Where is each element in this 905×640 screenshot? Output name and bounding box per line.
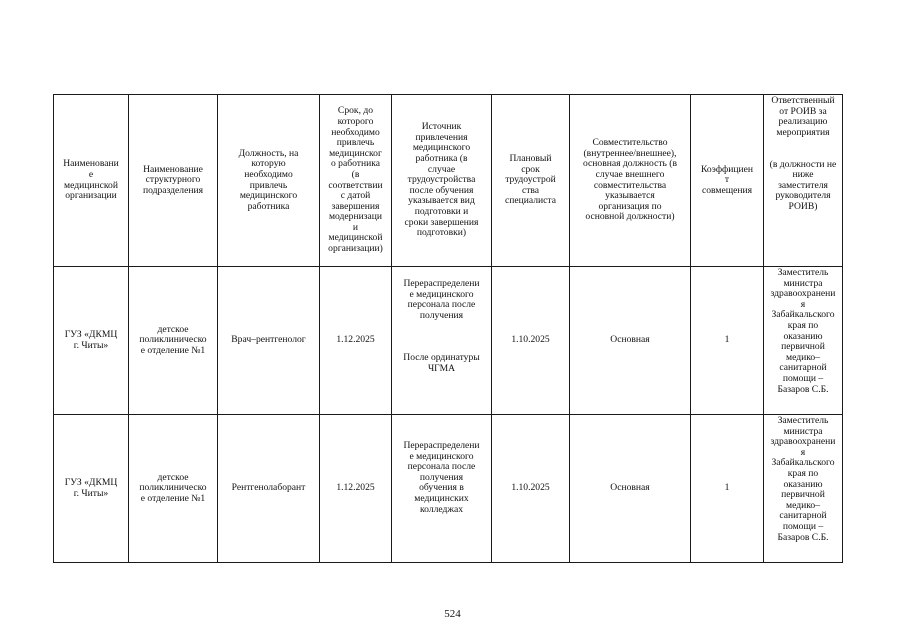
cell-responsible: Заместитель министра здравоохранени я Забайкальского края по оказанию первичной медико– санитарной помощи – Базаров С.Б. — [764, 267, 843, 415]
cell-department: детское поликлиническо е отделение №1 — [129, 415, 218, 563]
cell-position: Врач–рентгенолог — [218, 267, 320, 415]
header-organization: Наименовани е медицинской организации — [54, 95, 129, 267]
table-row — [54, 415, 843, 563]
cell-coefficient: 1 — [691, 267, 764, 415]
header-combination: Совместительство (внутреннее/внешнее), основная должность (в случае внешнего совместительства указывается организация по основной должности) — [570, 95, 691, 267]
cell-deadline: 1.12.2025 — [320, 267, 392, 415]
table-header-row — [54, 95, 843, 267]
cell-coefficient: 1 — [691, 415, 764, 563]
table-row — [54, 267, 843, 415]
staffing-table — [53, 94, 843, 563]
header-responsible: Ответственный от РОИВ за реализацию мероприятия (в должности не ниже заместителя руководителя РОИВ) — [764, 95, 843, 267]
cell-combination: Основная — [570, 267, 691, 415]
cell-organization: ГУЗ «ДКМЦ г. Читы» — [54, 267, 129, 415]
cell-position: Рентгенолаборант — [218, 415, 320, 563]
cell-responsible: Заместитель министра здравоохранени я Забайкальского края по оказанию первичной медико– санитарной помощи – Базаров С.Б. — [764, 415, 843, 563]
header-department: Наименование структурного подразделения — [129, 95, 218, 267]
cell-planned-date: 1.10.2025 — [492, 415, 570, 563]
page-number: 524 — [444, 608, 461, 620]
header-source: Источник привлечения медицинского работника (в случае трудоустройства после обучения указывается вид подготовки и сроки завершения подготовки) — [392, 95, 492, 267]
cell-deadline: 1.12.2025 — [320, 415, 392, 563]
cell-source: Перераспределени е медицинского персонала после получения После ординатуры ЧГМА — [392, 267, 492, 415]
cell-organization: ГУЗ «ДКМЦ г. Читы» — [54, 415, 129, 563]
header-planned-date: Плановый срок трудоустрой ства специалиста — [492, 95, 570, 267]
cell-department: детское поликлиническо е отделение №1 — [129, 267, 218, 415]
header-position: Должность, на которую необходимо привлечь медицинского работника — [218, 95, 320, 267]
header-deadline: Срок, до которого необходимо привлечь медицинског о работника (в соответствии с датой завершения модернизаци и медицинской организации) — [320, 95, 392, 267]
cell-combination: Основная — [570, 415, 691, 563]
header-coefficient: Коэффициен т совмещения — [691, 95, 764, 267]
cell-source: Перераспределени е медицинского персонала после получения обучения в медицинских колледжах — [392, 415, 492, 563]
cell-planned-date: 1.10.2025 — [492, 267, 570, 415]
